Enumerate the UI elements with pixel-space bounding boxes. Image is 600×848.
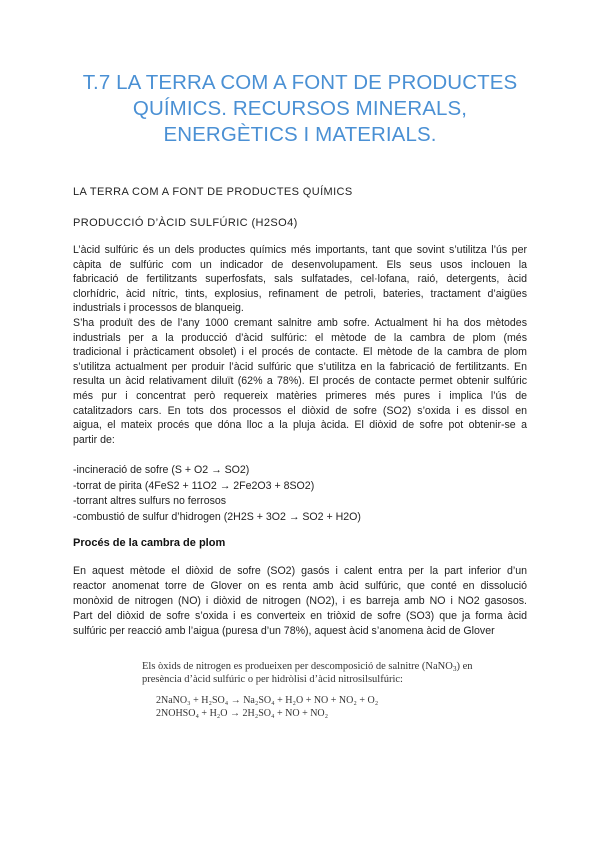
text-line: s’utilitza actualment per produir l’àcid sulfúric que s’utilitza en la fabricació de fertilitzants. En — [73, 360, 527, 373]
text-line: resulta un àcid relativament diluït (62% a 78%). El procés de contacte permet obtenir sulfúric — [73, 375, 527, 388]
list-item: -torrant altres sulfurs no ferrosos — [73, 495, 227, 507]
text-line: partir de: — [73, 433, 115, 446]
text-line: càpita de sulfúric com un indicador de desenvolupament. Els seus usos inclouen la — [73, 258, 527, 271]
text-line: catalitzadors cars. En tots dos processos el diòxid de sofre (SO2) s’oxida i es dissol en — [73, 404, 527, 417]
subheading-lead-chamber: Procés de la cambra de plom — [73, 537, 226, 549]
list-item: -combustió de sulfur d’hidrogen (2H2S + 3O2 → SO2 + H2O) — [73, 510, 361, 523]
list-item: -torrat de pirita (4FeS2 + 11O2 → 2Fe2O3 + 8SO2) — [73, 479, 315, 492]
so2-sources-list — [73, 463, 361, 525]
title-line-1: T.7 LA TERRA COM A FONT DE PRODUCTES — [82, 71, 518, 94]
text-line: aigua, el mateix procés que dóna lloc a la pluja àcida. El diòxid de sofre pot obtenir-se a — [73, 419, 527, 432]
image-text-line-2: presència d’àcid sulfúric o per hidròlisi d’àcid nitrosilsulfúric: — [142, 674, 403, 685]
title-line-3: ENERGÈTICS I MATERIALS. — [163, 123, 437, 146]
text-line: industrials per a la producció d’àcid sulfúric: el mètode de la cambra de plom (més — [73, 331, 527, 344]
equation-2: 2NOHSO₄ + H₂O → 2H₂SO₄ + NO + NO₂ — [156, 708, 329, 719]
text-line: Part del diòxid de sofre s’oxida i es converteix en triòxid de sofre (SO3) que ja forma àcid — [73, 610, 527, 623]
text-line: clorhídric, àcid nítric, tints, explosius, refinament de petroli, bateries, tractament d’aigües — [73, 287, 527, 300]
text-line: monòxid de nitrogen (NO) i diòxid de nitrogen (NO2), i es barreja amb NO i NO2 gasosos. — [73, 595, 527, 608]
equation-1: 2NaNO₃ + H₂SO₄ → Na₂SO₄ + H₂O + NO + NO₂ + O₂ — [156, 695, 379, 706]
text-line: tradicional i pràcticament obsolet) i el procés de contacte. El mètode de la cambra de plom — [73, 346, 527, 359]
embedded-equations-image — [142, 660, 532, 730]
text-line: L’àcid sulfúric és un dels productes químics més importants, tant que sovint s’utilitza l’ús per — [73, 244, 527, 256]
text-line: reactor anomenat torre de Glover on es renta amb àcid sulfúric, que conté en dissolució — [73, 580, 527, 593]
text-line: industrials i processos de blanqueig. — [73, 302, 244, 315]
section-heading-2: PRODUCCIÓ D’ÀCID SULFÚRIC (H2SO4) — [73, 217, 298, 229]
title-line-2: QUÍMICS. RECURSOS MINERALS, — [132, 97, 468, 120]
image-text-line-1: Els òxids de nitrogen es produeixen per descomposició de salnitre (NaNO$_3$) en — [142, 661, 473, 673]
text-line: sulfúric per reacció amb l’aigua (puresa d’un 78%), aquest àcid s’anomena àcid de Glover — [73, 625, 495, 638]
text-line: En aquest mètode el diòxid de sofre (SO2) gasós i calent entra per la part inferior d’un — [73, 565, 527, 577]
paragraph-lead-chamber — [73, 564, 527, 639]
paragraph-uses — [73, 243, 527, 447]
text-line: fabricació de fertilitzants superfosfats, sals sulfatades, cel·lofana, raió, detergents, àcid — [73, 273, 527, 286]
text-line: S’ha produït des de l’any 1000 cremant salnitre amb sofre. Actualment hi ha dos mètodes — [73, 316, 527, 329]
list-item: -incineració de sofre (S + O2 → SO2) — [73, 464, 250, 476]
text-line: més pur i concentrat però requereix matèries primeres més pures i implica l’ús de — [73, 389, 527, 402]
page-title — [40, 70, 560, 148]
section-heading-1: LA TERRA COM A FONT DE PRODUCTES QUÍMICS — [73, 186, 353, 198]
